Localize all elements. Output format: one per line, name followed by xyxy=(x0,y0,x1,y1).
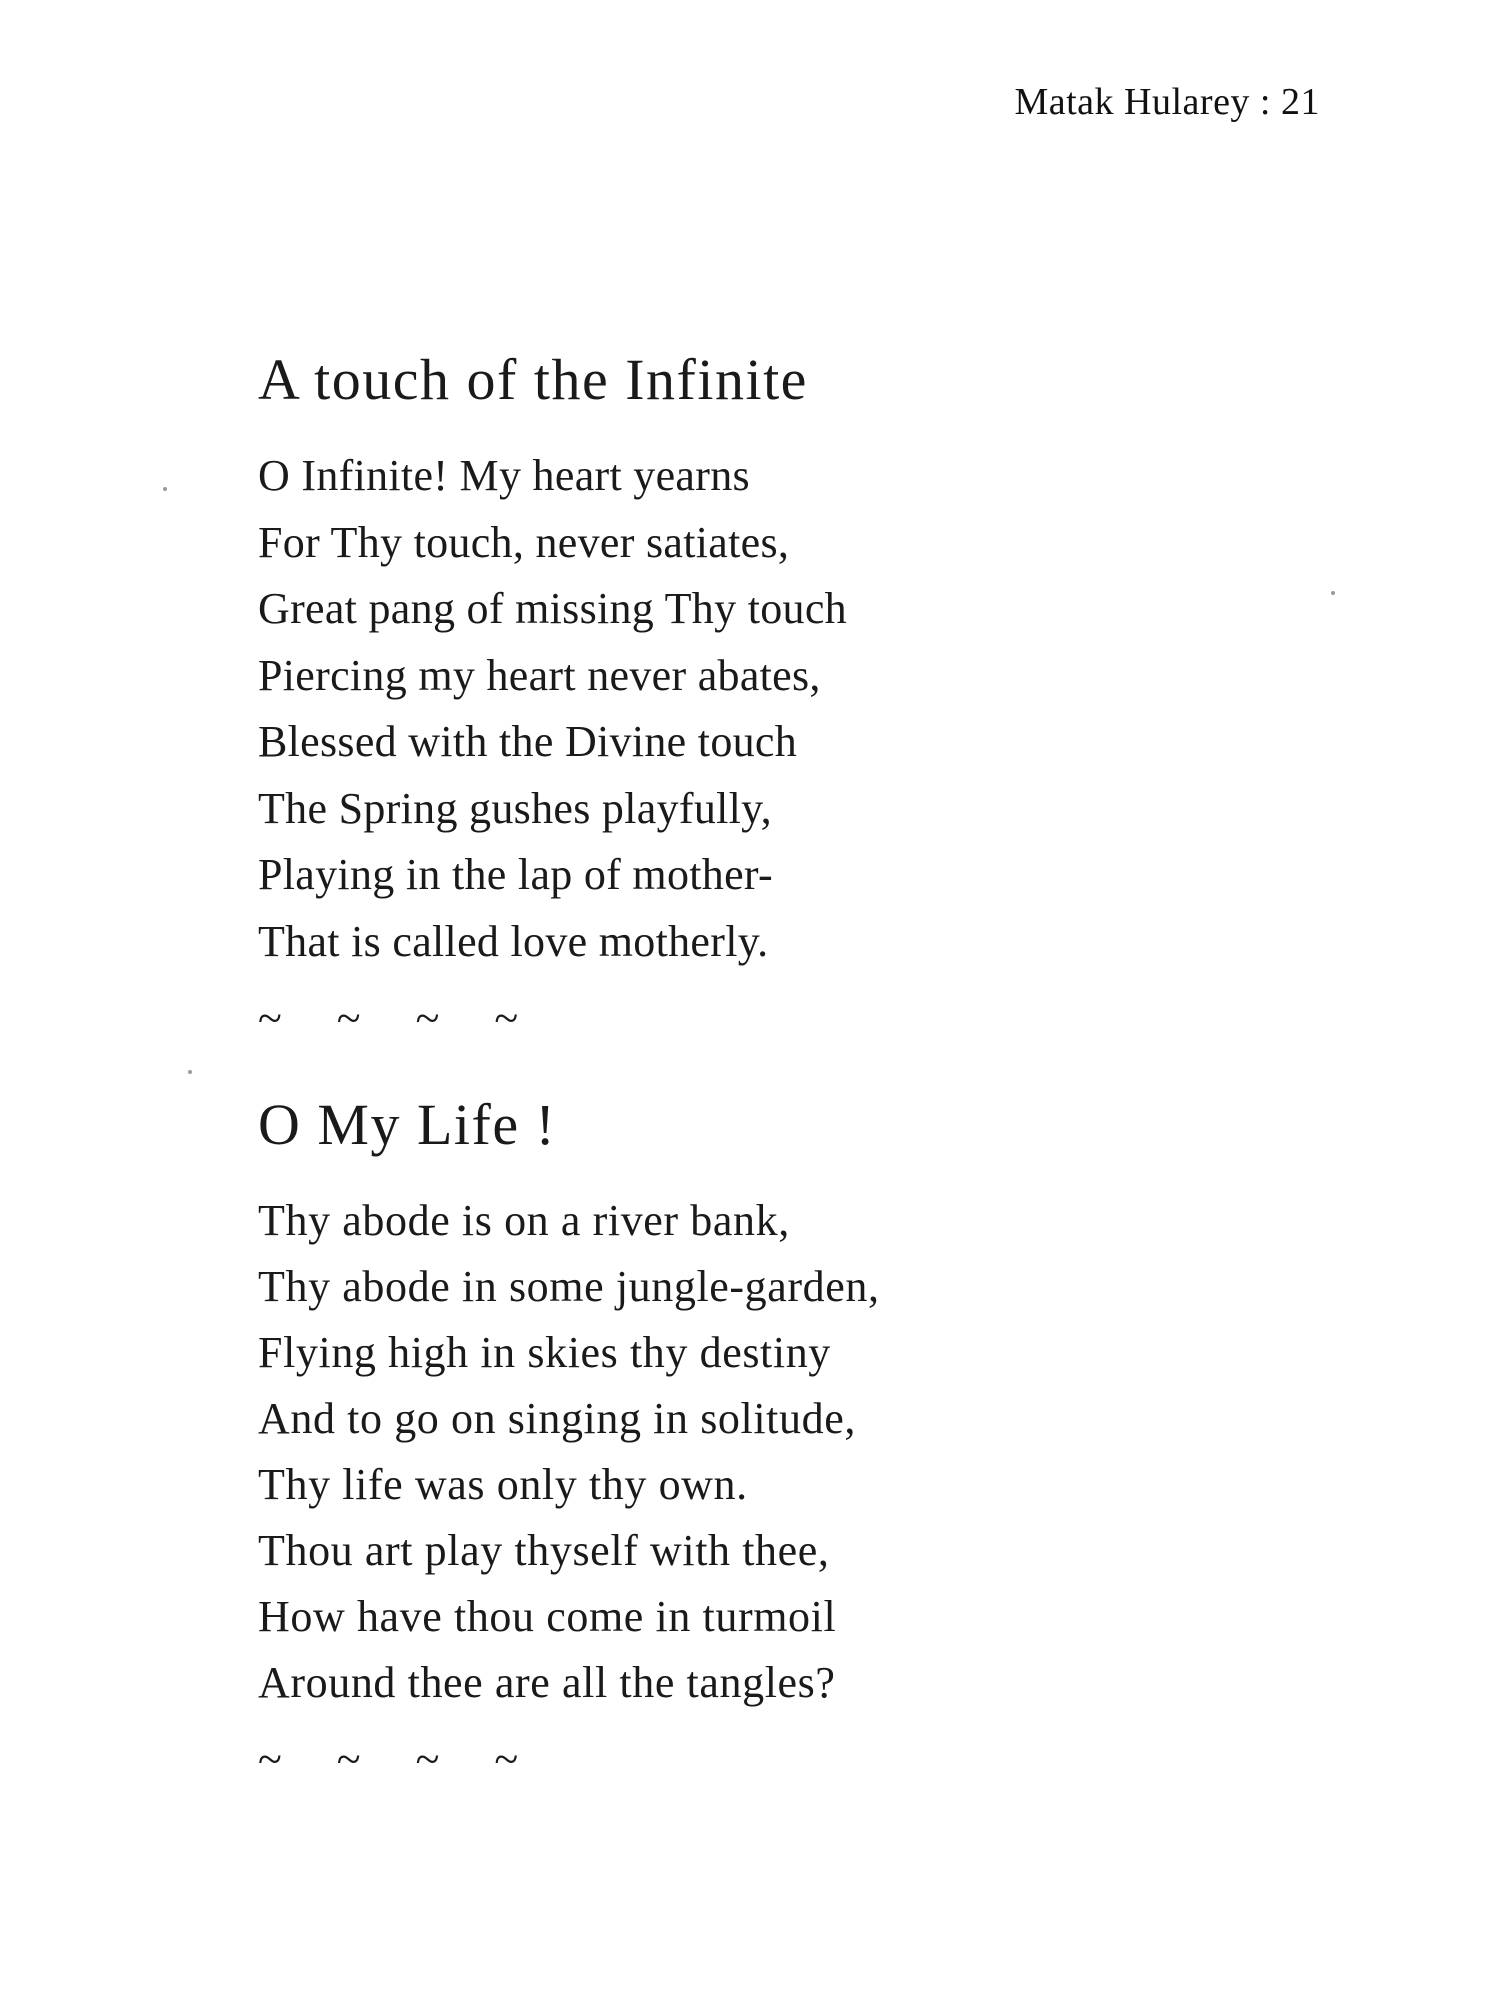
poem-line: How have thou come in turmoil xyxy=(258,1592,837,1641)
section-separator: ~ ~ ~ ~ xyxy=(258,1735,541,1784)
print-speck xyxy=(188,1070,192,1074)
poem-line: For Thy touch, never satiates, xyxy=(258,517,790,567)
poem-line: Thy life was only thy own. xyxy=(258,1460,748,1509)
poem-line: The Spring gushes playfully, xyxy=(258,783,772,833)
poem-line: Around thee are all the tangles? xyxy=(258,1658,836,1707)
poem-line: Playing in the lap of mother- xyxy=(258,850,773,899)
poem-line: And to go on singing in solitude, xyxy=(258,1394,856,1443)
poem-line: Great pang of missing Thy touch xyxy=(258,584,847,633)
poem-line: That is called love motherly. xyxy=(258,916,769,966)
poem-title: A touch of the Infinite xyxy=(258,347,808,412)
poem-a-touch-of-the-infinite xyxy=(258,345,1358,1049)
poem-line: Thy abode is on a river bank, xyxy=(258,1196,790,1245)
poem-title: O My Life ! xyxy=(258,1092,557,1157)
poem-line: Thy abode in some jungle-garden, xyxy=(258,1262,880,1311)
running-header: Matak Hularey : 21 xyxy=(1014,81,1320,123)
print-speck xyxy=(163,487,167,491)
poem-line: Flying high in skies thy destiny xyxy=(258,1328,831,1377)
poem-line: Blessed with the Divine touch xyxy=(258,717,798,766)
poem-stanza xyxy=(258,1188,1358,1716)
poem-line: O Infinite! My heart yearns xyxy=(258,451,750,500)
poem-line: Piercing my heart never abates, xyxy=(258,650,821,700)
poem-o-my-life xyxy=(258,1090,1358,1790)
section-separator: ~ ~ ~ ~ xyxy=(258,994,541,1043)
poem-stanza xyxy=(258,443,1358,975)
poem-line: Thou art play thyself with thee, xyxy=(258,1526,830,1575)
